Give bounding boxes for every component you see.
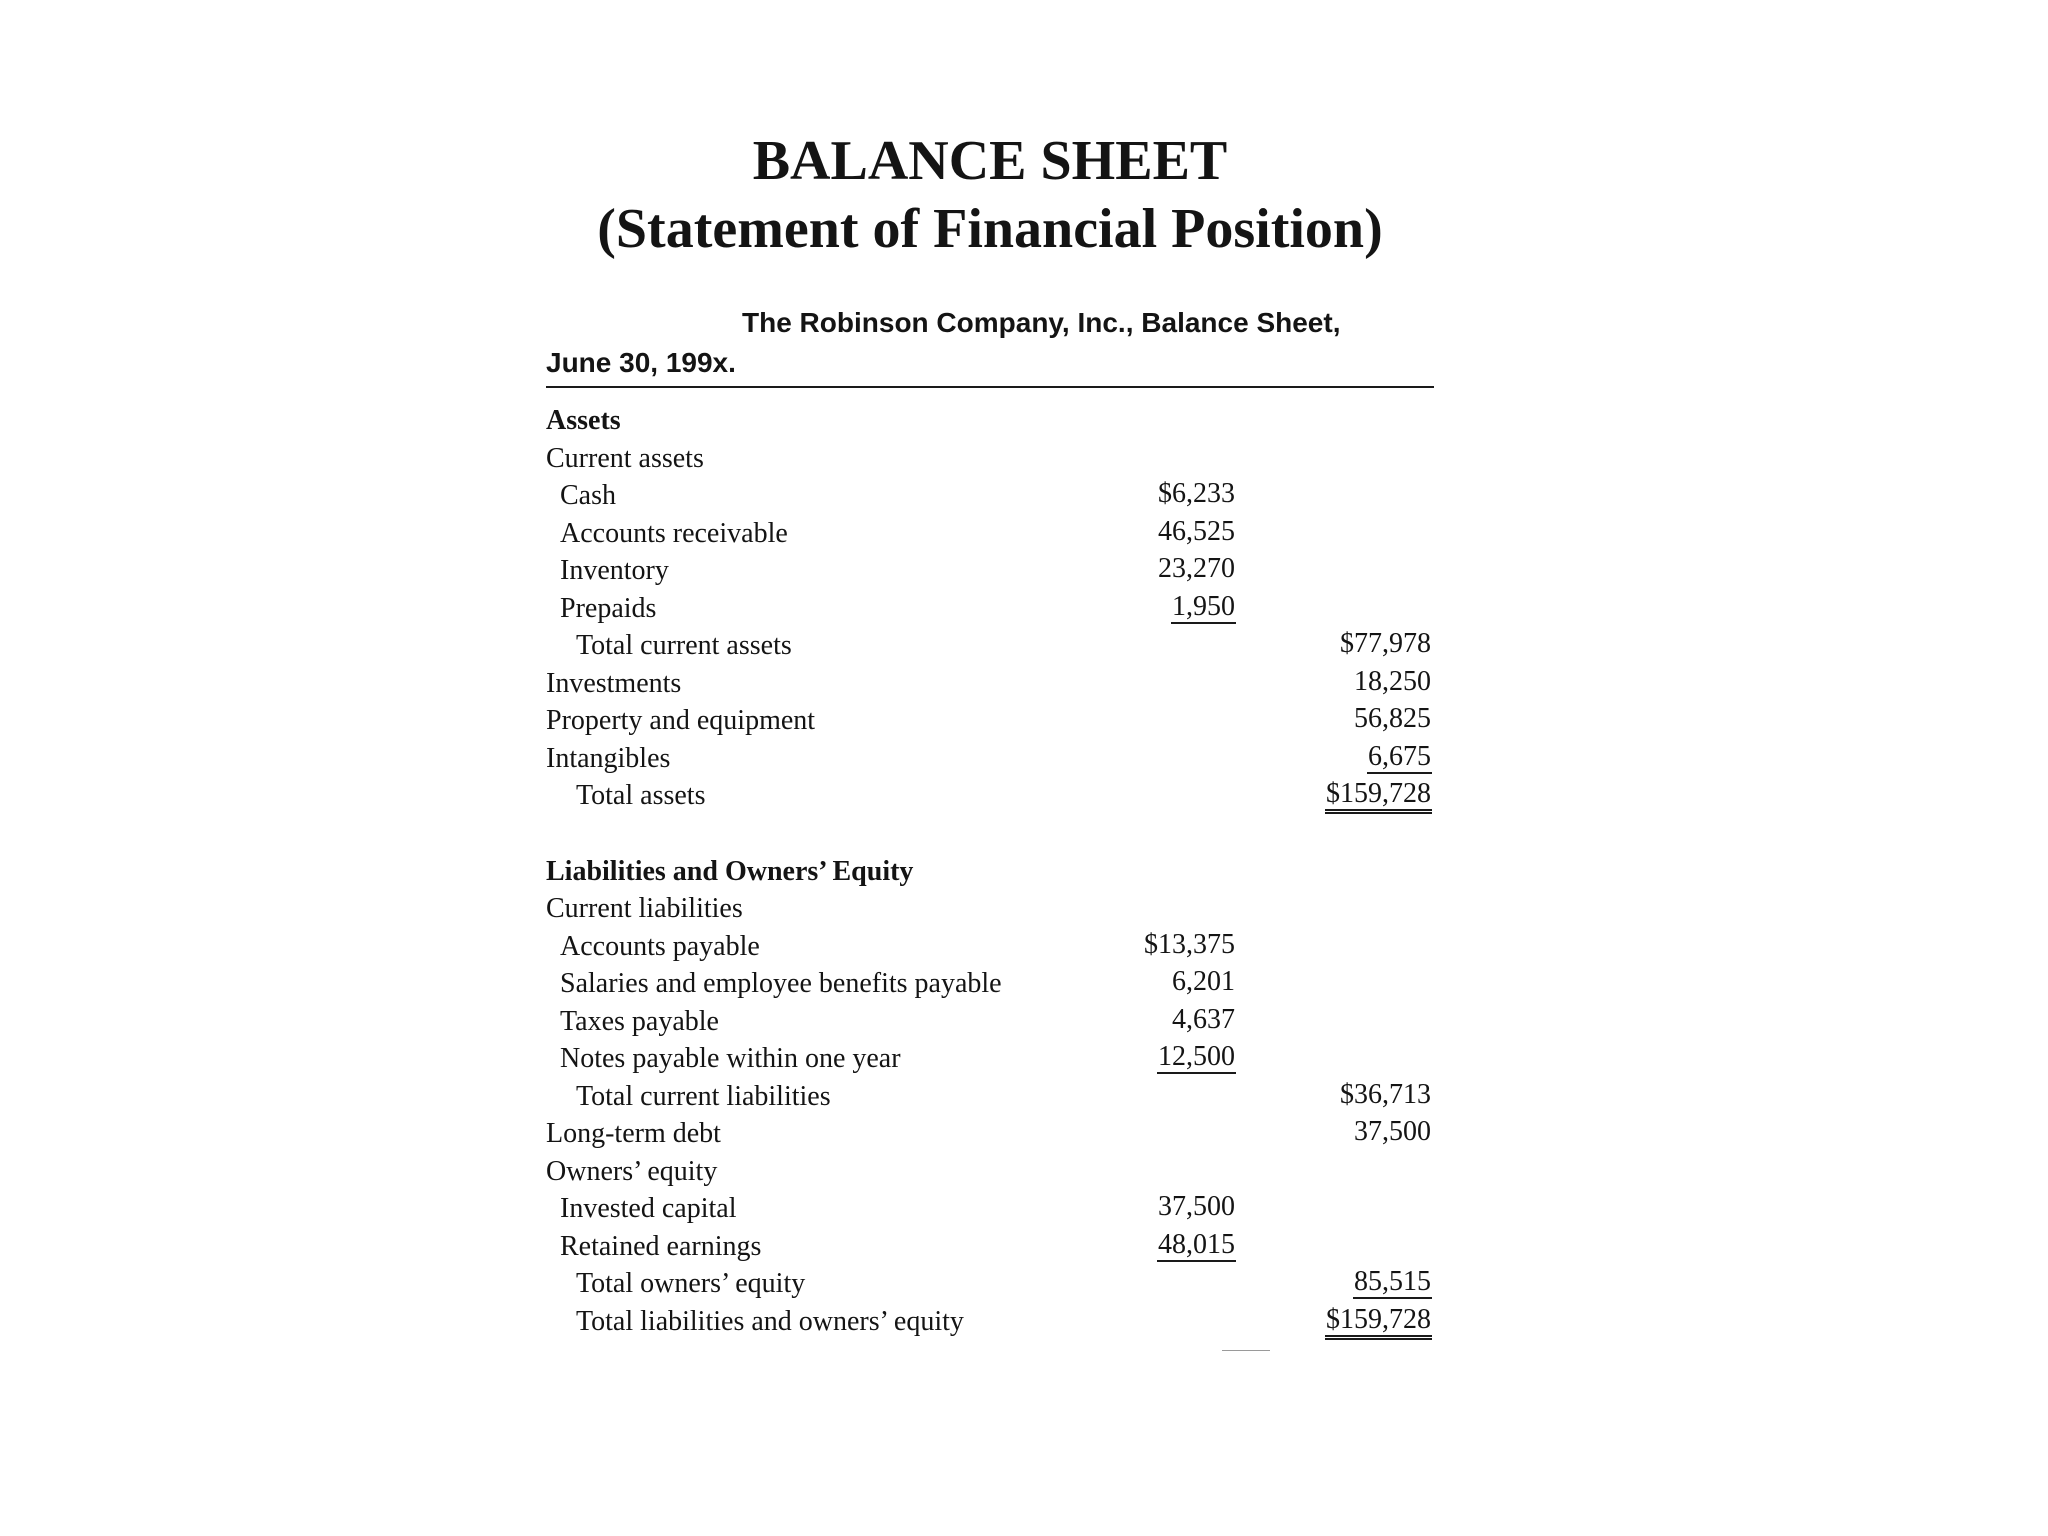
property-equipment-row xyxy=(546,702,1434,740)
taxes-payable-row xyxy=(546,1003,1434,1041)
investments-row xyxy=(546,665,1434,703)
total-owners-equity-row xyxy=(546,1265,1434,1303)
total-owners-equity-amount: 85,515 xyxy=(1354,1266,1431,1297)
accounts-receivable-amount: 46,525 xyxy=(1158,515,1235,547)
total-liabilities-equity-row xyxy=(546,1303,1434,1341)
taxes-payable-amount: 4,637 xyxy=(1172,1003,1235,1035)
intangibles-row xyxy=(546,740,1434,778)
cash-label: Cash xyxy=(560,480,616,511)
total-assets-row xyxy=(546,777,1434,815)
accounts-payable-label: Accounts payable xyxy=(560,930,760,962)
accounts-receivable-row xyxy=(546,515,1434,553)
total-current-assets-label: Total current assets xyxy=(576,630,792,661)
caption-date: June 30, 199x. xyxy=(546,347,736,378)
retained-earnings-label: Retained earnings xyxy=(560,1230,762,1262)
page-title: BALANCE SHEET xyxy=(752,130,1228,192)
salaries-payable-row xyxy=(546,965,1434,1003)
inventory-amount: 23,270 xyxy=(1158,553,1235,584)
salaries-payable-label: Salaries and employee benefits payable xyxy=(560,968,1002,999)
current-liabilities-heading: Current liabilities xyxy=(546,893,743,924)
assets-heading-row xyxy=(546,402,1434,440)
total-liabilities-equity-label: Total liabilities and owners’ equity xyxy=(576,1305,964,1337)
liabilities-heading: Liabilities and Owners’ Equity xyxy=(546,855,914,887)
intangibles-amount: 6,675 xyxy=(1368,740,1431,772)
invested-capital-label: Invested capital xyxy=(560,1193,737,1224)
long-term-debt-row xyxy=(546,1115,1434,1153)
total-assets-amount: $159,728 xyxy=(1325,779,1432,814)
investments-label: Investments xyxy=(546,667,682,699)
liabilities-heading-row xyxy=(546,853,1434,891)
retained-earnings-amount: 48,015 xyxy=(1158,1228,1235,1260)
salaries-payable-amount: 6,201 xyxy=(1172,966,1235,997)
total-current-assets-row xyxy=(546,627,1434,665)
long-term-debt-amount: 37,500 xyxy=(1354,1116,1431,1147)
scan-artifact-line xyxy=(1222,1350,1270,1351)
page-subtitle: (Statement of Financial Position) xyxy=(597,198,1383,260)
intangibles-label: Intangibles xyxy=(546,742,671,774)
prepaids-amount: 1,950 xyxy=(1172,590,1235,622)
owners-equity-heading-row xyxy=(546,1153,1434,1191)
property-equipment-label: Property and equipment xyxy=(546,705,816,736)
long-term-debt-label: Long-term debt xyxy=(546,1118,721,1149)
accounts-receivable-label: Accounts receivable xyxy=(560,517,788,549)
total-current-liabilities-row xyxy=(546,1078,1434,1116)
retained-earnings-row xyxy=(546,1228,1434,1266)
notes-payable-row xyxy=(546,1040,1434,1078)
assets-heading: Assets xyxy=(546,405,621,436)
current-assets-heading-row xyxy=(546,440,1434,478)
caption-divider xyxy=(546,386,1434,388)
invested-capital-amount: 37,500 xyxy=(1158,1191,1235,1222)
current-liabilities-heading-row xyxy=(546,890,1434,928)
accounts-payable-amount: $13,375 xyxy=(1144,928,1235,960)
total-assets-label: Total assets xyxy=(576,780,706,811)
balance-sheet-table xyxy=(546,402,1434,1340)
inventory-label: Inventory xyxy=(560,555,669,586)
taxes-payable-label: Taxes payable xyxy=(560,1005,719,1037)
total-owners-equity-label: Total owners’ equity xyxy=(576,1268,806,1299)
property-equipment-amount: 56,825 xyxy=(1354,703,1431,734)
owners-equity-heading: Owners’ equity xyxy=(546,1155,718,1187)
prepaids-row xyxy=(546,590,1434,628)
notes-payable-amount: 12,500 xyxy=(1158,1041,1235,1072)
cash-row xyxy=(546,477,1434,515)
invested-capital-row xyxy=(546,1190,1434,1228)
prepaids-label: Prepaids xyxy=(560,592,657,624)
investments-amount: 18,250 xyxy=(1354,665,1431,697)
cash-amount: $6,233 xyxy=(1158,478,1235,509)
total-current-liabilities-label: Total current liabilities xyxy=(576,1080,831,1112)
section-spacer xyxy=(546,815,1434,853)
total-current-liabilities-amount: $36,713 xyxy=(1340,1078,1431,1110)
caption-company: The Robinson Company, Inc., Balance Sheet, xyxy=(742,307,1341,338)
current-assets-heading: Current assets xyxy=(546,442,704,474)
total-current-assets-amount: $77,978 xyxy=(1340,628,1431,659)
accounts-payable-row xyxy=(546,928,1434,966)
total-liabilities-equity-amount: $159,728 xyxy=(1325,1305,1432,1340)
inventory-row xyxy=(546,552,1434,590)
notes-payable-label: Notes payable within one year xyxy=(560,1043,901,1074)
